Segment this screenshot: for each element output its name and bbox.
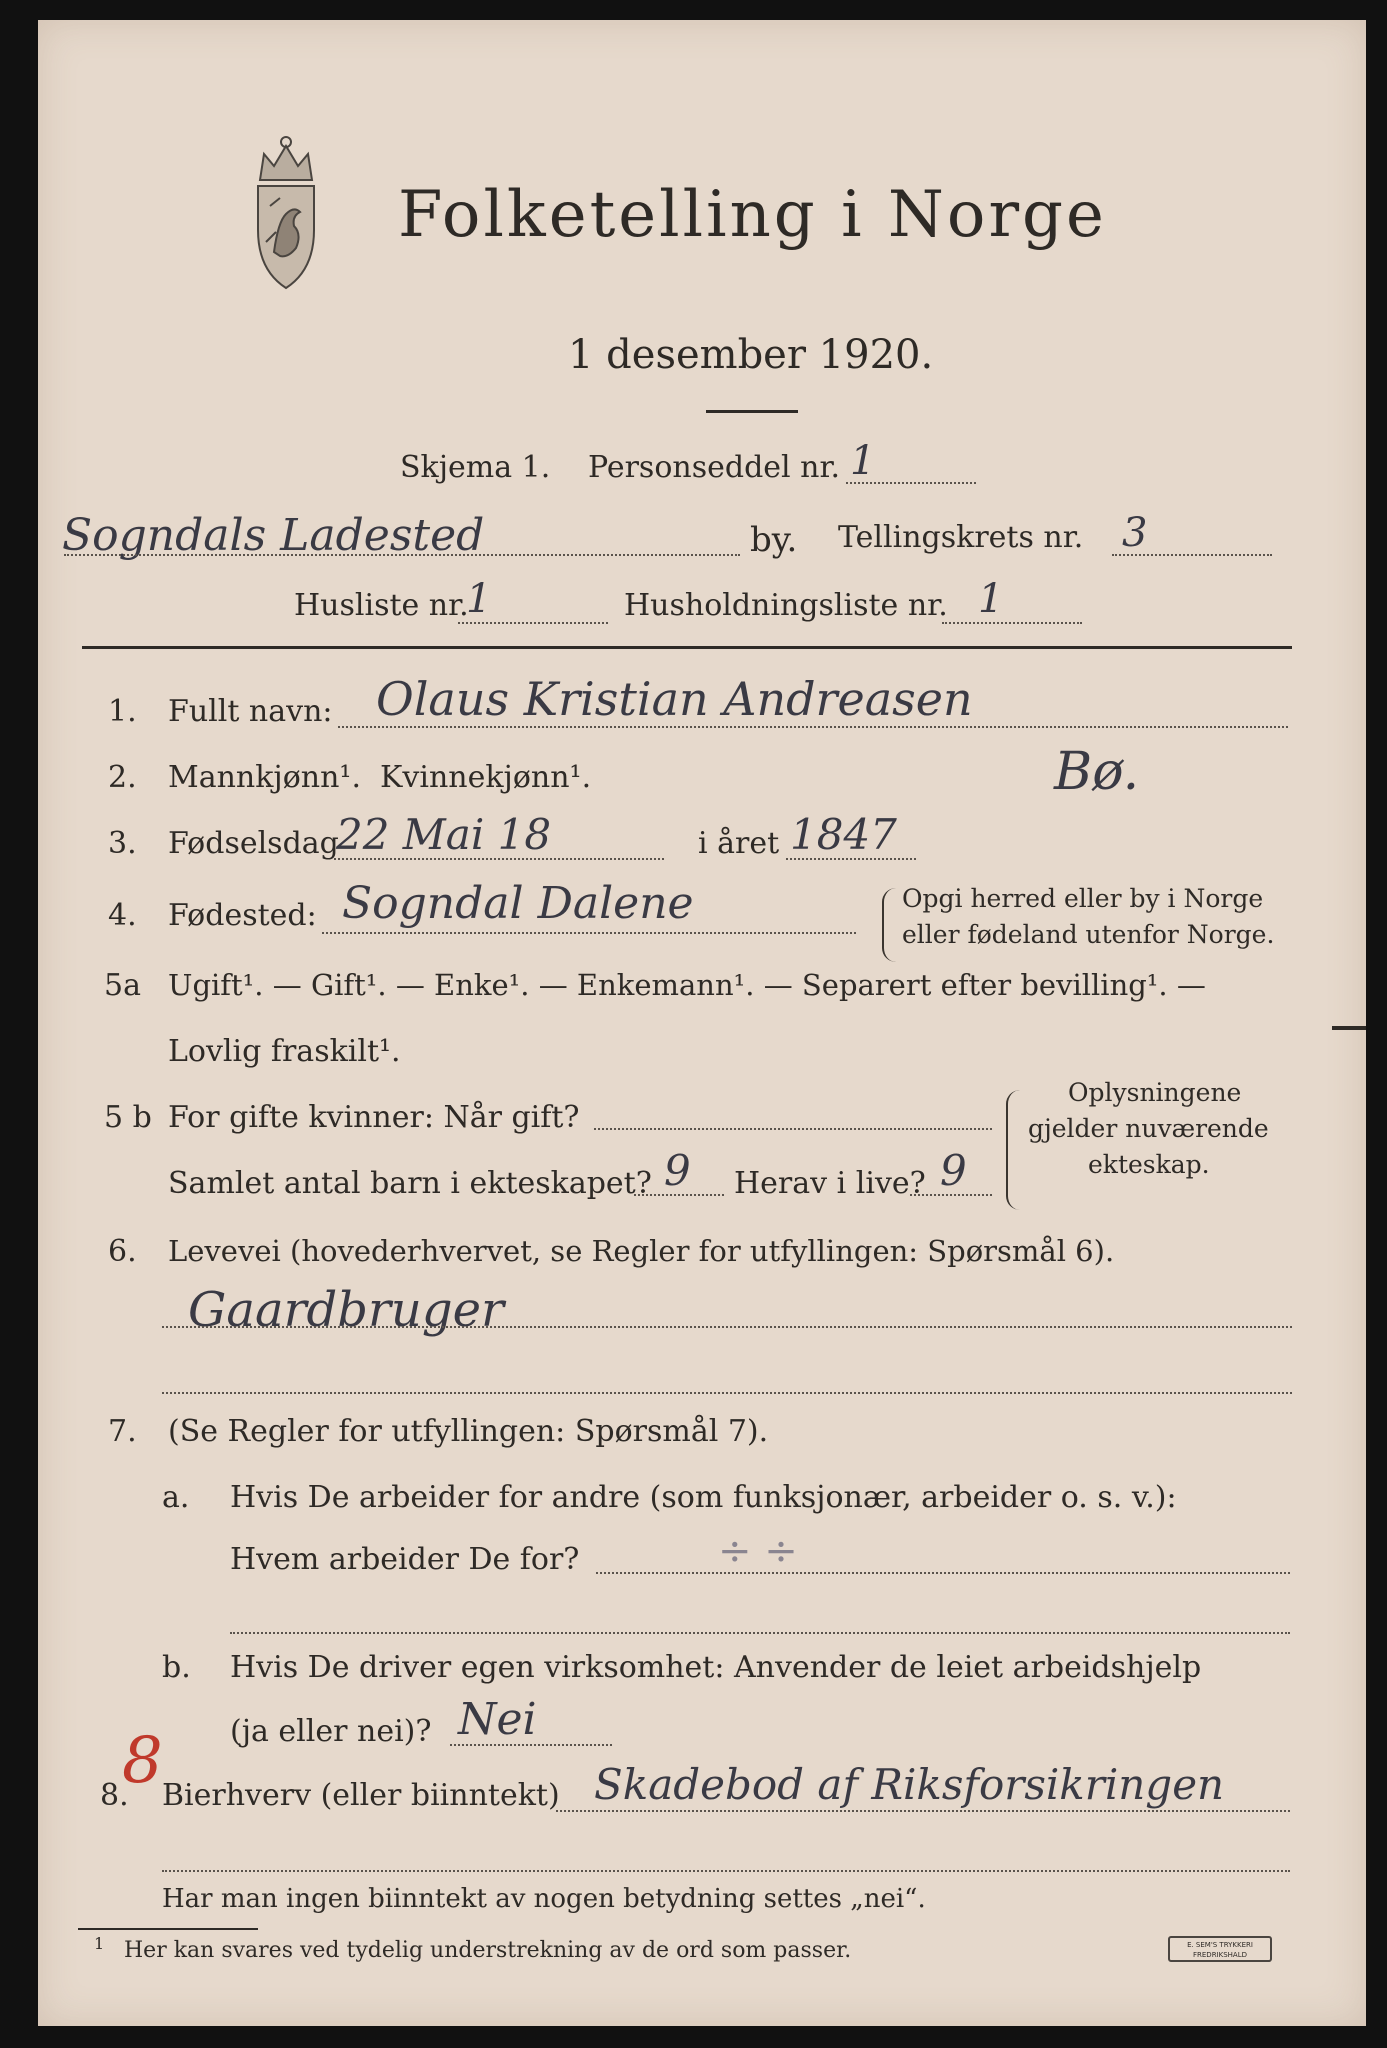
husliste-dotted-line — [458, 622, 608, 624]
q3-number: 3. — [108, 826, 137, 861]
q1-dotted-line — [338, 726, 1288, 728]
q7a-dotted-line-2 — [230, 1632, 1290, 1634]
q3-year-dotted-line — [786, 858, 916, 860]
q5b-alive-value: 9 — [940, 1146, 967, 1195]
q6-label: Levevei (hovederhvervet, se Regler for utfyllingen: Spørsmål 6). — [168, 1234, 1115, 1268]
q5b-alive-dotted-line — [910, 1194, 992, 1196]
q4-number: 4. — [108, 898, 137, 933]
printer-stamp-line-1: E. SEM'S TRYKKERI — [1187, 1941, 1253, 1949]
q1-full-name-value: Olaus Kristian Andreasen — [376, 672, 973, 726]
q7b-number: b. — [162, 1650, 191, 1685]
q7b-dotted-line — [450, 1744, 612, 1746]
edge-tick — [1332, 1026, 1366, 1030]
printer-stamp — [1168, 1936, 1272, 1962]
q3-label: Fødselsdag — [168, 826, 339, 861]
tellingskrets-label: Tellingskrets nr. — [838, 520, 1084, 555]
q1-label: Fullt navn: — [168, 694, 333, 729]
q7a-number: a. — [162, 1480, 190, 1515]
q7b-line-1: Hvis De driver egen virksomhet: Anvender de leiet arbeidshjelp — [230, 1650, 1202, 1685]
q3-dotted-line — [334, 858, 664, 860]
husholdning-dotted-line — [942, 622, 1082, 624]
q7-number: 7. — [108, 1414, 137, 1449]
q5b-children-value: 9 — [664, 1146, 691, 1195]
q5b-note-line-1: Oplysningene — [1068, 1078, 1242, 1107]
q2-annotation-value: Bø. — [1054, 742, 1140, 802]
q1-number: 1. — [108, 694, 137, 729]
q3-year-value: 1847 — [790, 810, 897, 859]
q7b-value: Nei — [458, 1694, 537, 1745]
q7a-line-1: Hvis De arbeider for andre (som funksjonær, arbeider o. s. v.): — [230, 1480, 1177, 1515]
q5a-number: 5a — [104, 968, 141, 1003]
q5b-children-dotted-line — [634, 1194, 724, 1196]
footnote-rule — [78, 1928, 258, 1930]
printer-stamp-line-2: FREDRIKSHALD — [1192, 1951, 1247, 1959]
q5b-married-label: For gifte kvinner: Når gift? — [168, 1100, 580, 1135]
q8-dotted-line-1 — [556, 1810, 1290, 1812]
q6-occupation-value: Gaardbruger — [188, 1282, 504, 1338]
q2-female-label: Kvinnekjønn¹. — [380, 760, 592, 795]
form-title: Folketelling i Norge — [398, 178, 1107, 252]
place-dotted-line — [64, 554, 740, 556]
q8-number: 8. — [100, 1778, 129, 1813]
footnote-text: Her kan svares ved tydelig understrekning av de ord som passer. — [124, 1938, 852, 1963]
q5b-brace — [1006, 1090, 1022, 1210]
husholdning-value: 1 — [978, 576, 1004, 622]
q6-dotted-line-2 — [162, 1392, 1292, 1394]
tellingskrets-value: 3 — [1122, 510, 1148, 556]
q7b-label: (ja eller nei)? — [230, 1714, 432, 1749]
coat-of-arms-icon — [230, 132, 342, 292]
q4-brace — [882, 888, 896, 962]
q5b-note-line-3: ekteskap. — [1088, 1150, 1210, 1179]
q4-dotted-line — [322, 932, 856, 934]
q5b-number: 5 b — [104, 1100, 152, 1135]
q5b-note-line-2: gjelder nuværende — [1028, 1114, 1269, 1143]
q8-label: Bierhverv (eller biinntekt) — [162, 1778, 560, 1813]
q4-note-line-1: Opgi herred eller by i Norge — [902, 884, 1264, 913]
q3-year-label: i året — [698, 826, 780, 861]
husliste-label: Husliste nr. — [294, 588, 469, 623]
by-label: by. — [750, 520, 798, 560]
q4-birthplace-value: Sogndal Dalene — [342, 878, 694, 929]
header-rule — [82, 646, 1292, 649]
personseddel-label: Personseddel nr. — [588, 450, 841, 485]
footnote-mark: 1 — [94, 1934, 105, 1953]
q5b-children-label: Samlet antal barn i ekteskapet? — [168, 1166, 652, 1201]
q2-number: 2. — [108, 760, 137, 795]
q7a-dotted-line-1 — [596, 1572, 1290, 1574]
place-value: Sogndals Ladested — [62, 510, 485, 561]
census-form — [38, 20, 1366, 2026]
personseddel-value: 1 — [850, 438, 876, 484]
q8-dotted-line-2 — [162, 1870, 1290, 1872]
q5b-married-dotted-line — [594, 1128, 992, 1130]
title-divider — [706, 410, 798, 413]
q2-male-label: Mannkjønn¹. — [168, 760, 361, 795]
husholdning-label: Husholdningsliste nr. — [624, 588, 948, 623]
q7-label: (Se Regler for utfyllingen: Spørsmål 7). — [168, 1414, 769, 1449]
q8-side-income-value: Skadebod af Riksforsikringen — [594, 1760, 1225, 1809]
q6-dotted-line-1 — [162, 1326, 1292, 1328]
census-date: 1 desember 1920. — [568, 332, 934, 378]
q5a-options-line-2: Lovlig fraskilt¹. — [168, 1034, 401, 1069]
q6-number: 6. — [108, 1234, 137, 1269]
q3-birthday-value: 22 Mai 18 — [336, 810, 552, 859]
q8-note: Har man ingen biinntekt av nogen betydning settes „nei“. — [162, 1884, 926, 1914]
husliste-value: 1 — [466, 576, 492, 622]
q8-red-pencil-mark: 8 — [122, 1724, 163, 1798]
q4-label: Fødested: — [168, 898, 317, 933]
q4-note-line-2: eller fødeland utenfor Norge. — [902, 920, 1275, 949]
q5b-alive-label: Herav i live? — [734, 1166, 926, 1201]
q5a-options-line-1: Ugift¹. — Gift¹. — Enke¹. — Enkemann¹. — Separert efter bevilling¹. — — [168, 968, 1206, 1002]
skjema-label: Skjema 1. — [400, 450, 551, 485]
q7a-employer-label: Hvem arbeider De for? — [230, 1542, 580, 1577]
q7a-employer-value: ÷ ÷ — [718, 1528, 798, 1574]
